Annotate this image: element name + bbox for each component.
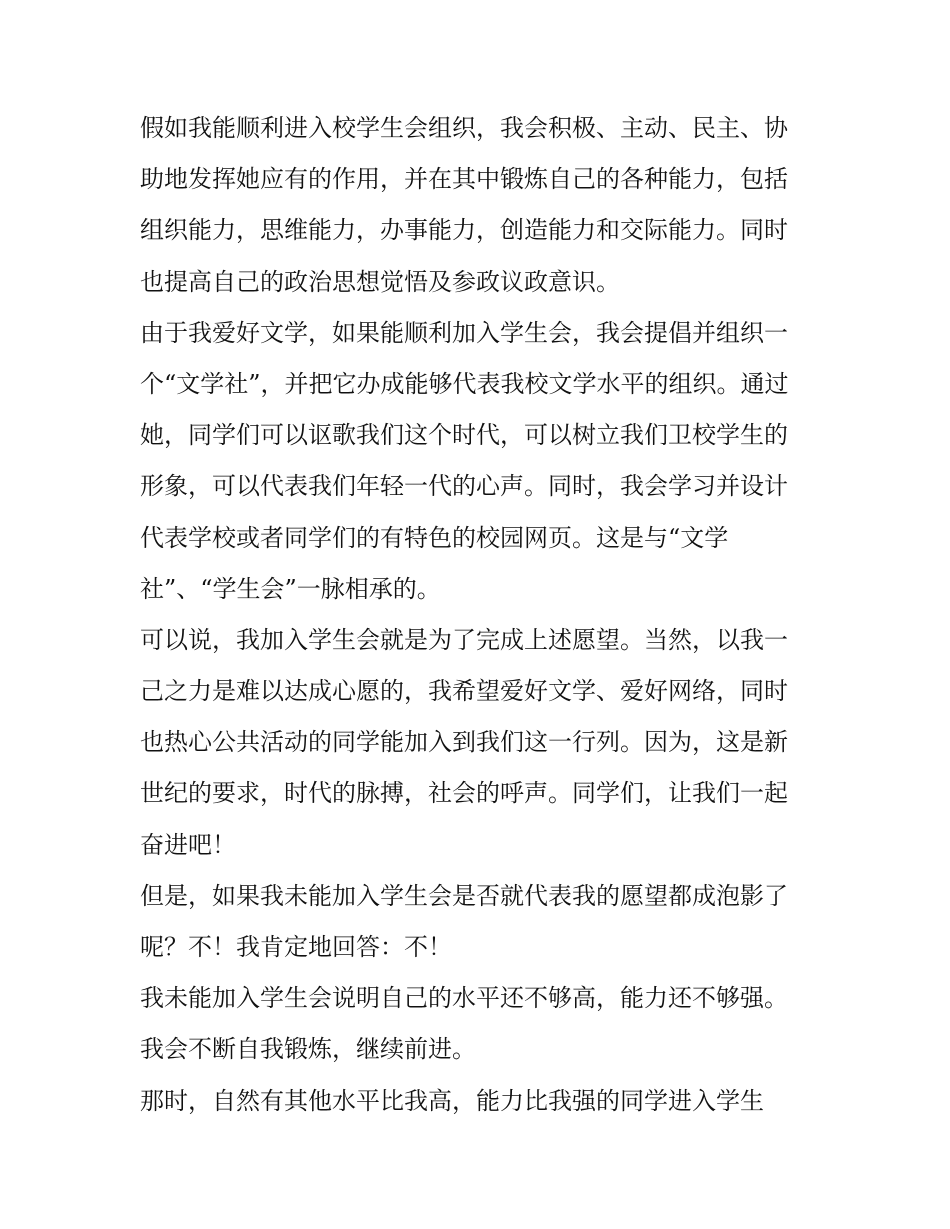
- text-line: 她，同学们可以讴歌我们这个时代，可以树立我们卫校学生的: [140, 421, 788, 450]
- text-line: 由于我爱好文学，如果能顺利加入学生会，我会提倡并组织一: [140, 318, 788, 347]
- text-line: 组织能力，思维能力，办事能力，创造能力和交际能力。同时: [140, 216, 788, 245]
- text-line: 呢？不！我肯定地回答：不！: [140, 933, 452, 961]
- text-line: 己之力是难以达成心愿的，我希望爱好文学、爱好网络，同时: [140, 677, 788, 706]
- text-line: 奋进吧！: [140, 830, 236, 859]
- text-line: 社”、“学生会”一脉相承的。: [140, 574, 441, 603]
- text-line: 世纪的要求，时代的脉搏，社会的呼声。同学们，让我们一起: [140, 779, 788, 808]
- text-line: 个“文学社”，并把它办成能够代表我校文学水平的组织。通过: [140, 369, 789, 398]
- document-body: [140, 103, 812, 1127]
- text-line: 那时，自然有其他水平比我高，能力比我强的同学进入学生: [140, 1086, 764, 1115]
- text-line: 也热心公共活动的同学能加入到我们这一行列。因为，这是新: [140, 728, 788, 757]
- paragraph-5: [140, 973, 812, 1075]
- text-line: 我会不断自我锻炼，继续前进。: [140, 1035, 476, 1064]
- paragraph-3: [140, 615, 812, 871]
- text-line: 形象，可以代表我们年轻一代的心声。同时，我会学习并设计: [140, 472, 788, 501]
- paragraph-6: [140, 1076, 812, 1127]
- text-line: 假如我能顺利进入校学生会组织，我会积极、主动、民主、协: [140, 114, 788, 142]
- paragraph-1: [140, 103, 812, 308]
- paragraph-4: [140, 871, 812, 973]
- text-line: 可以说，我加入学生会就是为了完成上述愿望。当然，以我一: [140, 625, 788, 654]
- text-line: 助地发挥她应有的作用，并在其中锻炼自己的各种能力，包括: [140, 165, 788, 194]
- text-line: 但是，如果我未能加入学生会是否就代表我的愿望都成泡影了: [140, 881, 788, 910]
- text-line: 也提高自己的政治思想觉悟及参政议政意识。: [140, 267, 620, 296]
- paragraph-2: [140, 308, 812, 615]
- text-line: 我未能加入学生会说明自己的水平还不够高，能力还不够强。: [140, 984, 788, 1013]
- text-line: 代表学校或者同学们的有特色的校园网页。这是与“文学: [140, 523, 729, 552]
